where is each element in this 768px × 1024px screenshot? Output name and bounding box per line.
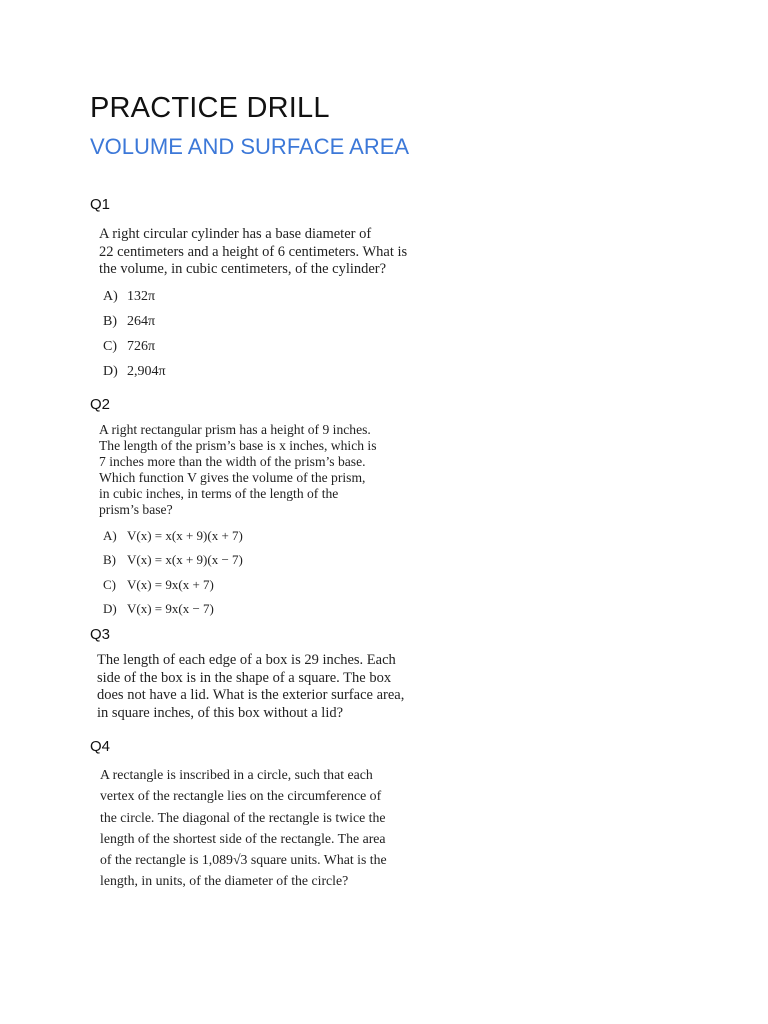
question-line: 22 centimeters and a height of 6 centimeters. What is [99,243,408,260]
question-line: 7 inches more than the width of the prism’s base. [99,453,366,469]
question-label-q4: Q4 [90,738,111,755]
answer-choice [103,528,243,552]
choice-letter: C) [103,576,116,592]
question-line: length, in units, of the diameter of the circle? [100,873,349,889]
page-subtitle: VOLUME AND SURFACE AREA [90,134,410,159]
question-line: vertex of the rectangle lies on the circumference of [100,788,382,804]
question-line: of the rectangle is 1,089√3 square units. What is the [100,852,387,868]
question-line: The length of each edge of a box is 29 inches. Each [97,652,396,668]
question-text-q3 [97,652,404,722]
question-label-q1: Q1 [90,196,111,213]
choice-text: V(x) = 9x(x + 7) [127,576,214,592]
question-label-q3: Q3 [90,626,111,643]
choice-letter: A) [103,528,117,543]
question-label-q2: Q2 [90,396,111,413]
page-title: PRACTICE DRILL [90,92,330,124]
question-line: side of the box is in the shape of a square. The box [97,669,392,686]
answer-choice [103,364,166,389]
question-text-q2 [99,422,377,517]
choice-letter: B) [103,314,117,329]
choice-text: 132π [127,289,156,304]
question-text-q4 [100,764,387,892]
question-line: in cubic inches, in terms of the length of the [99,485,339,501]
question-line: A rectangle is inscribed in a circle, such that each [100,767,373,782]
question-text-q1 [99,226,407,279]
answer-choice [103,339,166,364]
answer-choices-q1 [103,289,166,389]
answer-choices-q2 [103,528,243,625]
choice-letter: D) [103,600,117,616]
question-line: A right rectangular prism has a height of 9 inches. [99,422,371,437]
choice-text: 726π [127,339,156,354]
choice-text: 2,904π [127,364,166,379]
choice-letter: A) [103,289,118,304]
choice-letter: B) [103,552,116,568]
choice-text: V(x) = x(x + 9)(x − 7) [127,552,243,568]
answer-choice [103,314,166,339]
question-line: A right circular cylinder has a base diameter of [99,226,372,242]
question-line: prism’s base? [99,501,173,517]
choice-text: V(x) = x(x + 9)(x + 7) [127,528,243,543]
question-line: Which function V gives the volume of the prism, [99,469,366,485]
choice-letter: C) [103,339,117,354]
answer-choice [103,289,166,314]
question-line: the volume, in cubic centimeters, of the cylinder? [99,261,387,277]
question-line: the circle. The diagonal of the rectangle is twice the [100,809,386,825]
answer-choice [103,577,243,601]
answer-choice [103,601,243,625]
answer-choice [103,552,243,576]
choice-letter: D) [103,364,118,379]
question-line: length of the shortest side of the rectangle. The area [100,830,386,846]
choice-text: V(x) = 9x(x − 7) [127,600,214,616]
question-line: does not have a lid. What is the exterior surface area, [97,687,405,703]
question-line: The length of the prism’s base is x inches, which is [99,437,377,453]
choice-text: 264π [127,314,156,329]
question-line: in square inches, of this box without a lid? [97,704,344,721]
